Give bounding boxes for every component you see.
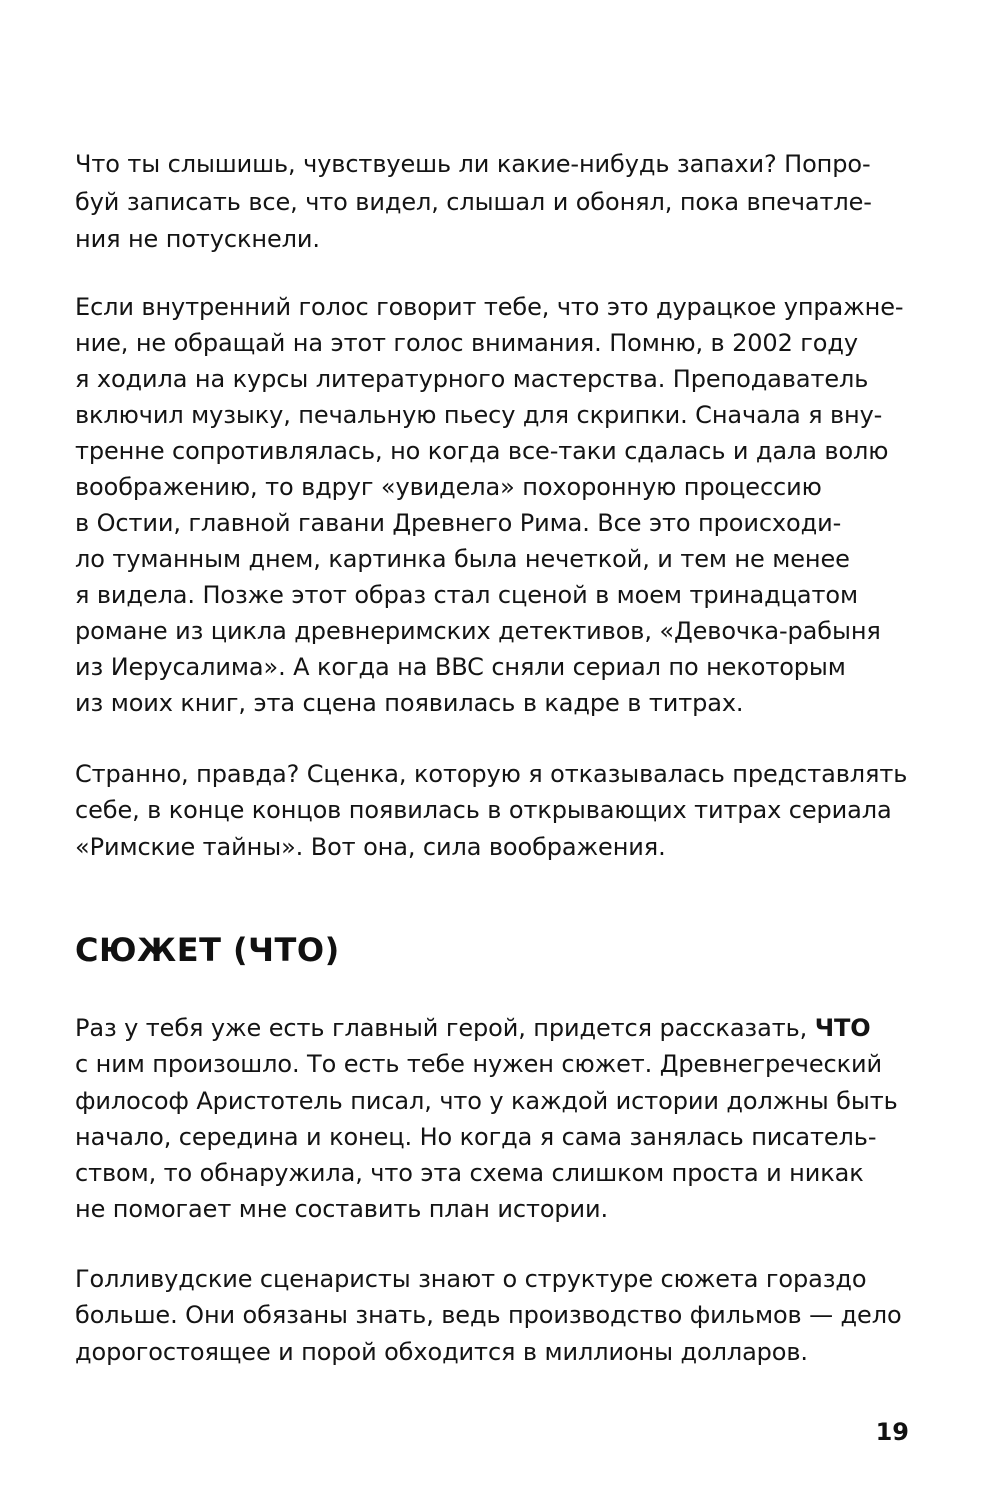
text-line: из моих книг, эта сцена появилась в кадре в титрах. (75, 689, 744, 717)
text-line: я ходила на курсы литературного мастерства. Преподаватель (75, 365, 869, 393)
text-line: буй записать все, что видел, слышал и обонял, пока впечатле- (75, 188, 872, 216)
text-line: воображению, то вдруг «увидела» похоронную процессию (75, 473, 822, 501)
text-line: философ Аристотель писал, что у каждой истории должны быть (75, 1087, 898, 1115)
text-line (75, 1010, 871, 1046)
text-line: больше. Они обязаны знать, ведь производство фильмов — дело (75, 1301, 902, 1329)
text-line: из Иерусалима». А когда на BBC сняли сериал по некоторым (75, 653, 846, 681)
text-line-part: Раз у тебя уже есть главный герой, придется рассказать, (75, 1014, 815, 1042)
text-line: ством, то обнаружила, что эта схема слишком проста и никак (75, 1159, 864, 1187)
text-line: «Римские тайны». Вот она, сила воображения. (75, 833, 666, 861)
text-line: в Остии, главной гавани Древнего Рима. Все это происходи- (75, 509, 842, 537)
text-line: Голливудские сценаристы знают о структуре сюжета гораздо (75, 1265, 867, 1293)
section-heading: СЮЖЕТ (ЧТО) (75, 931, 340, 969)
text-line: себе, в конце концов появилась в открывающих титрах сериала (75, 796, 892, 824)
emphasis-what: ЧТО (814, 1014, 871, 1042)
text-line: Что ты слышишь, чувствуешь ли какие-нибудь запахи? Попро- (75, 150, 871, 178)
text-line: включил музыку, печальную пьесу для скрипки. Сначала я вну- (75, 401, 883, 429)
text-line: ние, не обращай на этот голос внимания. Помню, в 2002 году (75, 329, 858, 357)
text-line: начало, середина и конец. Но когда я сама занялась писатель- (75, 1123, 877, 1151)
text-line: Странно, правда? Сценка, которую я отказывалась представлять (75, 760, 908, 788)
text-line: романе из цикла древнеримских детективов, «Девочка-рабыня (75, 617, 881, 645)
text-line: ло туманным днем, картинка была нечеткой, и тем не менее (75, 545, 850, 573)
text-line: Если внутренний голос говорит тебе, что это дурацкое упражне- (75, 293, 904, 321)
text-line: ния не потускнели. (75, 225, 320, 253)
text-line: тренне сопротивлялась, но когда все-таки сдалась и дала волю (75, 437, 889, 465)
text-line: я видела. Позже этот образ стал сценой в моем тринадцатом (75, 581, 858, 609)
text-line: с ним произошло. То есть тебе нужен сюжет. Древнегреческий (75, 1050, 882, 1078)
page-number: 19 (875, 1418, 909, 1446)
text-line: дорогостоящее и порой обходится в миллионы долларов. (75, 1338, 808, 1366)
text-line: не помогает мне составить план истории. (75, 1195, 609, 1223)
